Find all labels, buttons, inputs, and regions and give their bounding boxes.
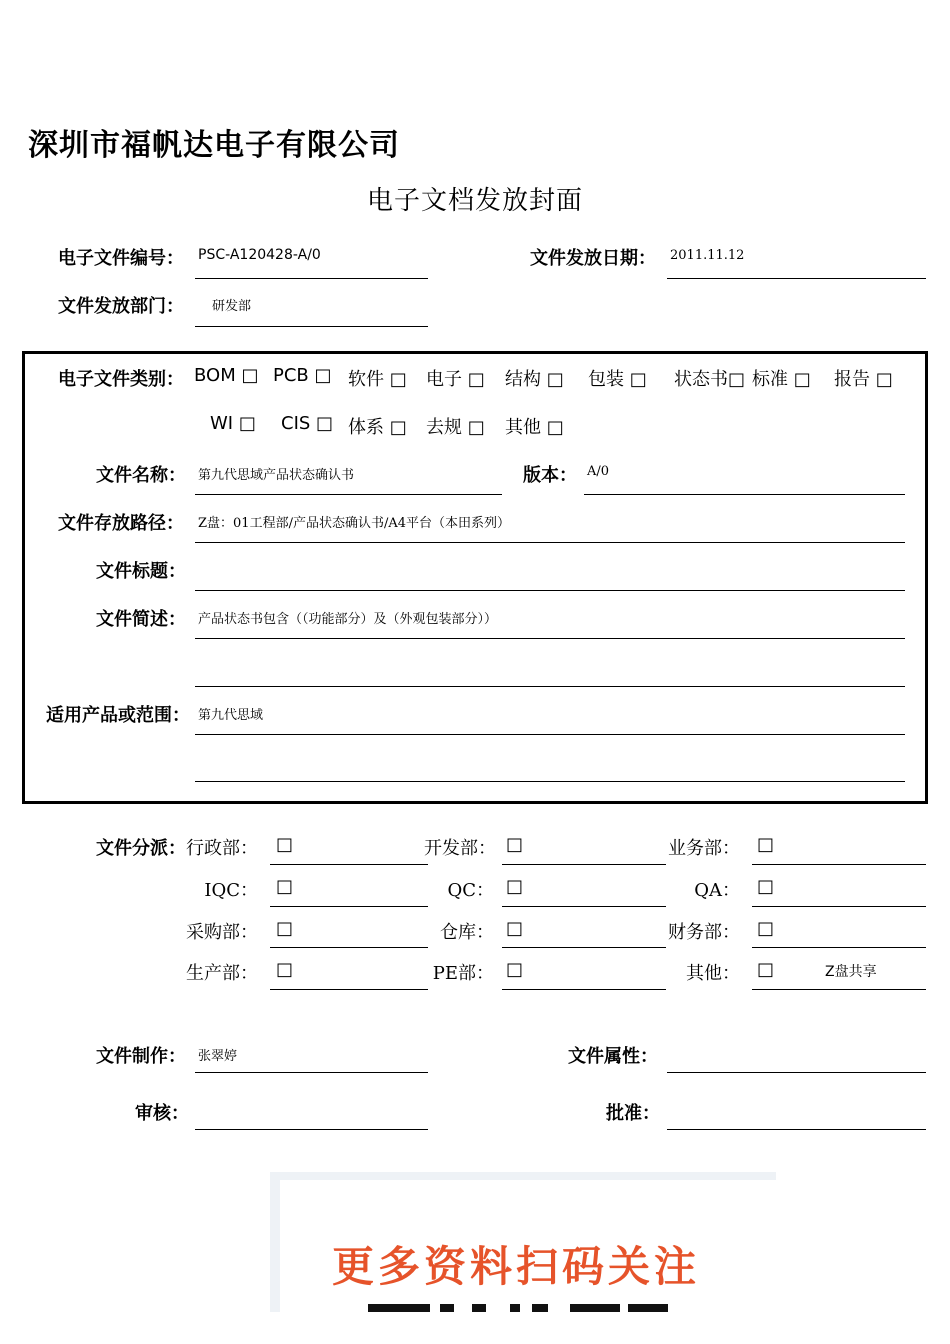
dist-iqc-label: IQC： bbox=[204, 880, 258, 901]
document-title: 电子文档发放封面 bbox=[366, 186, 583, 216]
dist-dev-checkbox[interactable]: □ bbox=[506, 834, 524, 855]
date-underline bbox=[667, 278, 926, 279]
doc-no-value: PSC-A120428-A/0 bbox=[198, 247, 321, 263]
dist-warehouse-label: 仓库： bbox=[440, 922, 494, 943]
category-label: 电子文件类别： bbox=[58, 369, 184, 390]
dist-qa-label: QA： bbox=[694, 880, 740, 901]
dist-iqc-checkbox[interactable]: □ bbox=[276, 876, 294, 897]
maker-label: 文件制作： bbox=[96, 1046, 186, 1067]
path-value: Z盘：01工程部/产品状态确认书/A4平台（本田系列） bbox=[198, 516, 510, 531]
category-report[interactable]: 报告 □ bbox=[834, 369, 893, 390]
dist-production-label: 生产部： bbox=[186, 963, 258, 984]
attr-underline bbox=[667, 1072, 926, 1073]
dist-underline bbox=[270, 989, 428, 990]
dist-qa-checkbox[interactable]: □ bbox=[757, 876, 775, 897]
summary-label: 文件简述： bbox=[96, 609, 186, 630]
dist-warehouse-checkbox[interactable]: □ bbox=[506, 918, 524, 939]
category-system[interactable]: 体系 □ bbox=[348, 417, 407, 438]
approve-label: 批准： bbox=[606, 1103, 660, 1124]
date-value: 2011.11.12 bbox=[670, 248, 745, 263]
name-label: 文件名称： bbox=[96, 465, 186, 486]
dist-finance-checkbox[interactable]: □ bbox=[757, 918, 775, 939]
scope-label: 适用产品或范围： bbox=[46, 705, 190, 726]
qr-code-fragment[interactable] bbox=[510, 1304, 520, 1312]
category-other[interactable]: 其他 □ bbox=[505, 417, 564, 438]
category-software[interactable]: 软件 □ bbox=[348, 369, 407, 390]
dist-other-checkbox[interactable]: □ bbox=[757, 959, 775, 980]
category-bom[interactable]: BOM □ bbox=[194, 365, 259, 386]
qr-code-fragment[interactable] bbox=[532, 1304, 548, 1312]
dist-underline bbox=[270, 906, 428, 907]
summary-underline bbox=[195, 638, 905, 639]
qr-code-fragment[interactable] bbox=[368, 1304, 430, 1312]
scope-underline-2 bbox=[195, 781, 905, 782]
dist-production-checkbox[interactable]: □ bbox=[276, 959, 294, 980]
name-value: 第九代思域产品状态确认书 bbox=[198, 468, 355, 483]
summary-value: 产品状态书包含（（功能部分）及（外观包装部分）） bbox=[198, 612, 498, 627]
scope-underline bbox=[195, 734, 905, 735]
qr-code-fragment[interactable] bbox=[570, 1304, 620, 1312]
dist-finance-label: 财务部： bbox=[668, 922, 740, 943]
category-packaging[interactable]: 包装 □ bbox=[588, 369, 647, 390]
dist-underline bbox=[752, 864, 926, 865]
dist-purchase-label: 采购部： bbox=[186, 922, 258, 943]
dist-underline bbox=[502, 947, 666, 948]
category-status-book[interactable]: 状态书□ bbox=[674, 369, 746, 390]
subject-underline bbox=[195, 590, 905, 591]
qr-code-fragment[interactable] bbox=[472, 1304, 486, 1312]
category-electronic[interactable]: 电子 □ bbox=[426, 369, 485, 390]
dept-value: 研发部 bbox=[212, 299, 252, 314]
category-pcb[interactable]: PCB □ bbox=[273, 365, 332, 386]
category-regulation[interactable]: 去规 □ bbox=[426, 417, 485, 438]
review-label: 审核： bbox=[135, 1103, 189, 1124]
qr-promo-banner: 更多资料扫码关注 bbox=[332, 1242, 701, 1291]
date-label: 文件发放日期： bbox=[530, 248, 656, 269]
dist-underline bbox=[752, 906, 926, 907]
version-underline bbox=[584, 494, 905, 495]
dist-underline bbox=[270, 947, 428, 948]
maker-underline bbox=[195, 1072, 428, 1073]
category-structure[interactable]: 结构 □ bbox=[505, 369, 564, 390]
dist-purchase-checkbox[interactable]: □ bbox=[276, 918, 294, 939]
company-name: 深圳市福帆达电子有限公司 bbox=[28, 128, 400, 163]
category-wi[interactable]: WI □ bbox=[210, 413, 256, 434]
dist-sales-checkbox[interactable]: □ bbox=[757, 834, 775, 855]
dept-underline bbox=[195, 326, 428, 327]
name-underline bbox=[195, 494, 502, 495]
dist-underline bbox=[752, 989, 926, 990]
dist-admin-checkbox[interactable]: □ bbox=[276, 834, 294, 855]
dist-other-note: Z盘共享 bbox=[825, 964, 877, 980]
dist-underline bbox=[502, 989, 666, 990]
path-label: 文件存放路径： bbox=[58, 513, 184, 534]
approve-underline bbox=[667, 1129, 926, 1130]
category-standard[interactable]: 标准 □ bbox=[752, 369, 811, 390]
dept-label: 文件发放部门： bbox=[58, 296, 184, 317]
dist-other-label: 其他： bbox=[686, 963, 740, 984]
dist-pe-label: PE部： bbox=[432, 963, 494, 984]
version-value: A/0 bbox=[587, 464, 610, 479]
dist-qc-label: QC： bbox=[447, 880, 494, 901]
path-underline bbox=[195, 542, 905, 543]
dist-sales-label: 业务部： bbox=[668, 838, 740, 859]
doc-no-label: 电子文件编号： bbox=[58, 248, 184, 269]
subject-label: 文件标题： bbox=[96, 561, 186, 582]
dist-qc-checkbox[interactable]: □ bbox=[506, 876, 524, 897]
summary-underline-2 bbox=[195, 686, 905, 687]
dist-admin-label: 行政部： bbox=[186, 838, 258, 859]
qr-code-fragment[interactable] bbox=[440, 1304, 454, 1312]
attr-label: 文件属性： bbox=[568, 1046, 658, 1067]
dist-underline bbox=[752, 947, 926, 948]
doc-no-underline bbox=[195, 278, 428, 279]
qr-code-fragment[interactable] bbox=[628, 1304, 668, 1312]
dist-underline bbox=[502, 864, 666, 865]
version-label: 版本： bbox=[523, 465, 577, 486]
scope-value: 第九代思域 bbox=[198, 708, 264, 723]
dist-dev-label: 开发部： bbox=[424, 838, 496, 859]
dist-pe-checkbox[interactable]: □ bbox=[506, 959, 524, 980]
category-cis[interactable]: CIS □ bbox=[281, 413, 334, 434]
review-underline bbox=[195, 1129, 428, 1130]
dist-underline bbox=[270, 864, 428, 865]
maker-value: 张翠婷 bbox=[198, 1049, 238, 1064]
dist-underline bbox=[502, 906, 666, 907]
distribution-label: 文件分派： bbox=[96, 838, 186, 859]
